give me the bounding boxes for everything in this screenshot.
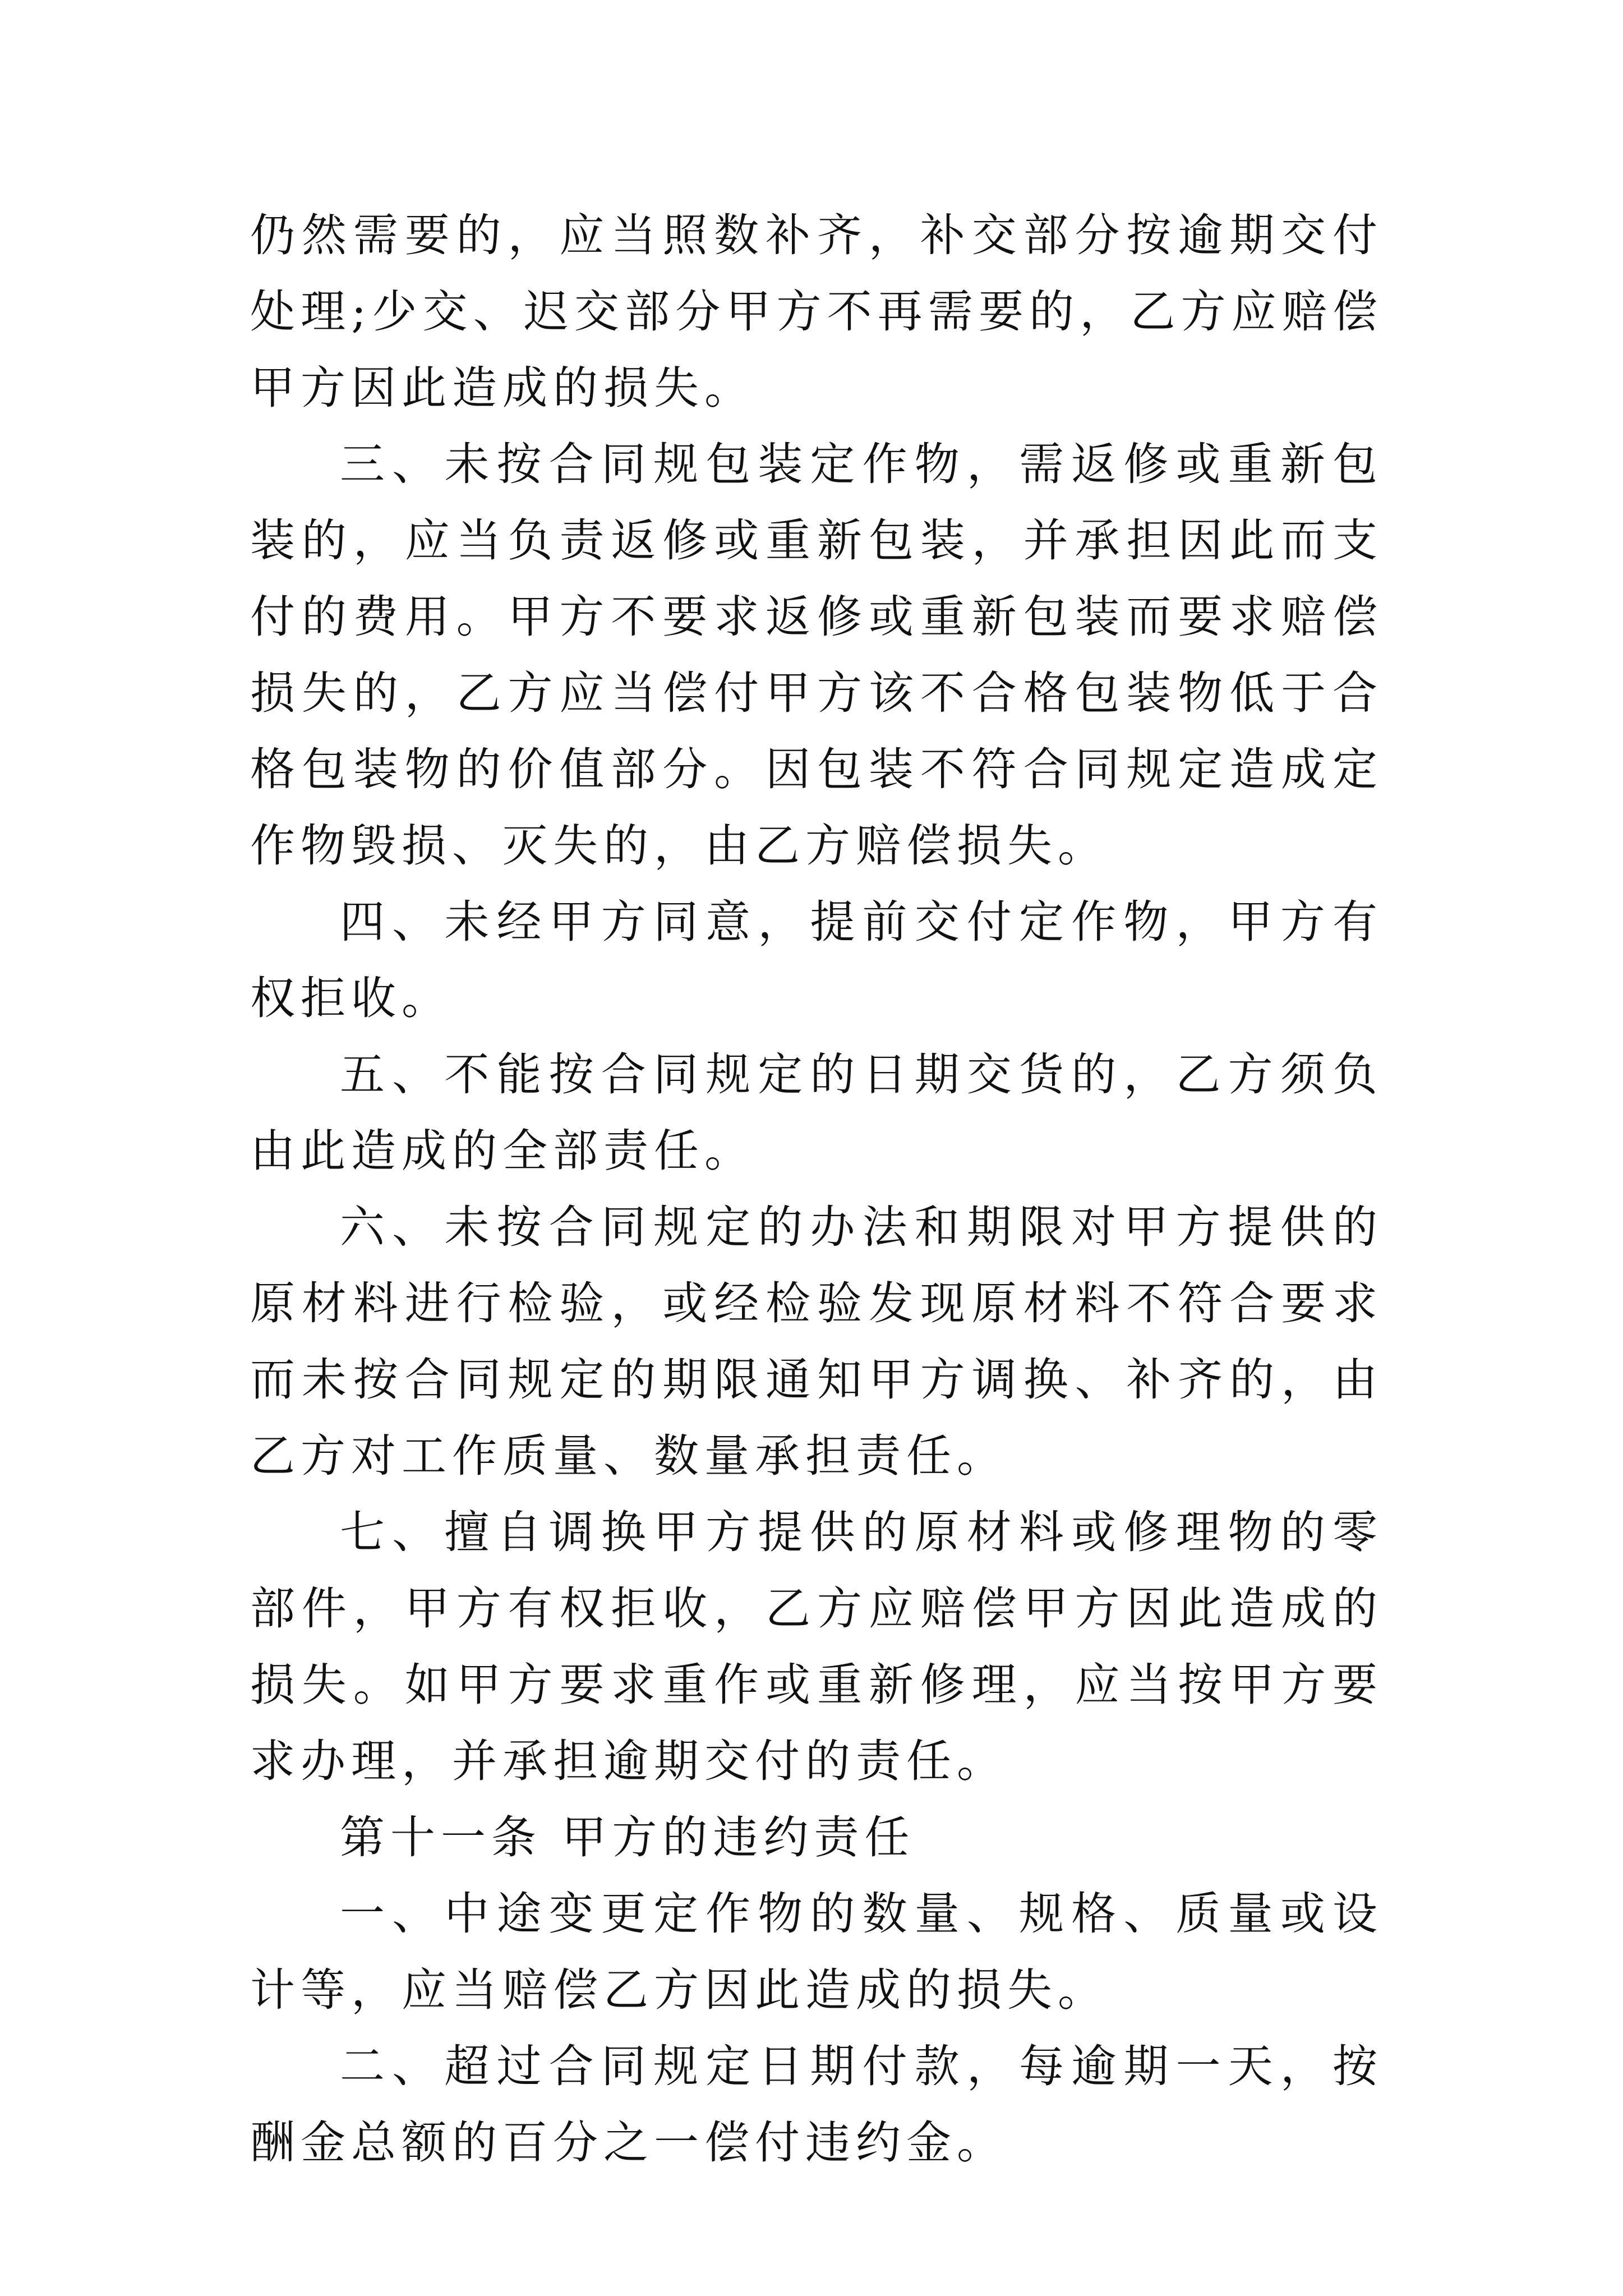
paragraph-clause-4: 四、未经甲方同意，提前交付定作物，甲方有权拒收。 (250, 896, 1383, 1024)
article-11-heading: 第十一条 甲方的违约责任 (340, 1811, 915, 1864)
paragraph-clause-5: 五、不能按合同规定的日期交货的，乙方须负由此造成的全部责任。 (250, 1048, 1383, 1177)
paragraph-article-11-clause-2: 二、超过合同规定日期付款，每逾期一天，按酬金总额的百分之一偿付违约金。 (250, 2040, 1383, 2169)
paragraph-clause-3: 三、未按合同规包装定作物，需返修或重新包装的，应当负责返修或重新包装，并承担因此而支付的费用。甲方不要求返修或重新包装而要求赔偿损失的，乙方应当偿付甲方该不合格包装物低于合格包装物的价值部分。因包装不符合同规定造成定作物毁损、灭失的，由乙方赔偿损失。 (250, 438, 1383, 872)
paragraph-clause-6: 六、未按合同规定的办法和期限对甲方提供的原材料进行检验，或经检验发现原材料不符合要求而未按合同规定的期限通知甲方调换、补齐的，由乙方对工作质量、数量承担责任。 (250, 1201, 1383, 1482)
contract-text (250, 197, 1383, 2181)
paragraph-continuation: 仍然需要的，应当照数补齐，补交部分按逾期交付处理;少交、迟交部分甲方不再需要的，乙方应赔偿甲方因此造成的损失。 (250, 209, 1383, 414)
paragraph-clause-7: 七、擅自调换甲方提供的原材料或修理物的零部件，甲方有权拒收，乙方应赔偿甲方因此造成的损失。如甲方要求重作或重新修理，应当按甲方要求办理，并承担逾期交付的责任。 (250, 1506, 1383, 1787)
paragraph-article-11-clause-1: 一、中途变更定作物的数量、规格、质量或设计等，应当赔偿乙方因此造成的损失。 (250, 1888, 1383, 2016)
